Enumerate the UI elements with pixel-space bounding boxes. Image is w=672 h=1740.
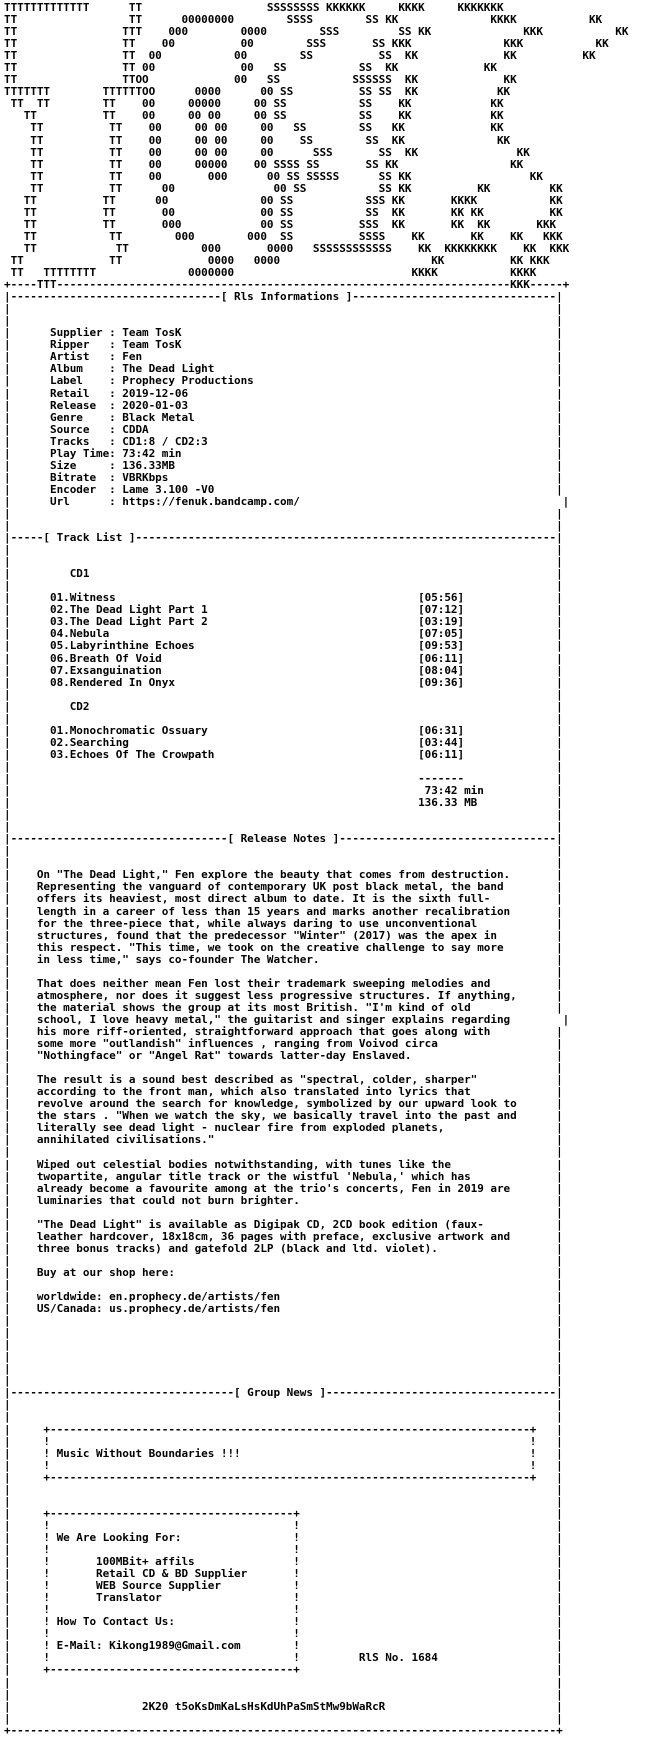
nfo-line: TT TTTTTTTT 0000000 KKKK KKKK [4, 266, 537, 280]
nfo-line: |----------------------------------[ Group News ]-----------------------------------| [4, 1386, 563, 1400]
nfo-line: | | [4, 314, 563, 328]
nfo-line: | ! WEB Source Supplier ! | [4, 1579, 563, 1593]
nfo-line: | 73:42 min | [4, 784, 563, 798]
nfo-line: | worldwide: en.prophecy.de/artists/fen | [4, 1290, 563, 1304]
nfo-line: | | [4, 1711, 563, 1725]
nfo-line: TT TT 00 00 SS SS KK KK [4, 61, 497, 75]
nfo-line: | | [4, 1350, 563, 1364]
nfo-line: | The result is a sound best described as "spectral, colder, sharper" | [4, 1073, 563, 1087]
nfo-line: | atmosphere, nor does it suggest less progressive structures. If anything, | [4, 988, 563, 1002]
nfo-line: | | [4, 1410, 563, 1424]
nfo-line: TT TT 00 00 SSS SS KKK KKK KK [4, 37, 609, 51]
nfo-line: | Url : https://fenuk.bandcamp.com/ | [4, 494, 570, 508]
nfo-line: | | [4, 808, 563, 822]
nfo-line: TT TT 000 00 SS SSS KK KK KK KKK [4, 217, 557, 231]
nfo-line: | On "The Dead Light," Fen explore the beauty that comes from destruction. | [4, 868, 563, 882]
nfo-line: | ! Translator ! | [4, 1591, 563, 1605]
nfo-line: | | [4, 543, 563, 557]
nfo-line: | 06.Breath Of Void [06:11] | [4, 651, 563, 665]
nfo-line: | ! ! | [4, 1603, 563, 1617]
nfo-line: | ! We Are Looking For: ! | [4, 1530, 563, 1544]
nfo-line: | this respect. "This time, we took on the creative challenge to say more | [4, 940, 563, 954]
nfo-line: | Wiped out celestial bodies notwithstanding, with tunes like the | [4, 1157, 563, 1171]
nfo-line: | ! Music Without Boundaries !!! ! | [4, 1446, 563, 1460]
nfo-line: | 05.Labyrinthine Echoes [09:53] | [4, 639, 563, 653]
nfo-line: | 07.Exsanguination [08:04] | [4, 663, 563, 677]
nfo-line: TT TT 00000000 SSSS SS KK KKKK KK [4, 13, 603, 27]
nfo-line: TT TT 00 00 00 00 SS SS KK KK [4, 109, 504, 123]
nfo-line: TT TT 000 0000 SSSSSSSSSSSS KK KKKKKKKK KK KKK [4, 241, 570, 255]
nfo-line: | already become a favourite among at the trio's concerts, Fen in 2019 are | [4, 1181, 563, 1195]
nfo-line: | annihilated civilisations." | [4, 1133, 563, 1147]
nfo-line: | | [4, 579, 563, 593]
nfo-line: | Buy at our shop here: | [4, 1265, 563, 1279]
nfo-line: | | [4, 555, 563, 569]
nfo-line: |---------------------------------[ Release Notes ]---------------------------------| [4, 832, 563, 846]
nfo-line: | Retail : 2019-12-06 | [4, 386, 563, 400]
nfo-line: | 01.Monochromatic Ossuary [06:31] | [4, 723, 563, 737]
nfo-line: | Label : Prophecy Productions | [4, 374, 563, 388]
nfo-line: | ! ! | [4, 1434, 563, 1448]
nfo-line: TT TT 00 000 00 SS SSSSS SS KK KK [4, 169, 543, 183]
nfo-line: | ! E-Mail: Kikong1989@Gmail.com ! | [4, 1639, 563, 1653]
nfo-line: TT TT 00 00 00 00 SS SS KK KK [4, 121, 504, 135]
nfo-line: | 03.Echoes Of The Crowpath [06:11] | [4, 747, 563, 761]
nfo-line: | Tracks : CD1:8 / CD2:3 | [4, 434, 563, 448]
nfo-line: | ! How To Contact Us: ! | [4, 1615, 563, 1629]
nfo-line: | his more riff-oriented, straightforward approach that goes along with | [4, 1024, 563, 1038]
nfo-line: | 02.Searching [03:44] | [4, 735, 563, 749]
nfo-line: | ! Retail CD & BD Supplier ! | [4, 1567, 563, 1581]
nfo-line: | ! ! | [4, 1518, 563, 1532]
nfo-line: | Bitrate : VBRKbps | [4, 470, 563, 484]
nfo-line: TT TT 00 00 SS SSS KK KKKK KK [4, 193, 563, 207]
nfo-line: TTTTTTTTTTTTT TT SSSSSSSS KKKKKK KKKK KKKKKKK [4, 1, 504, 14]
nfo-line: TT TTOO 00 SS SSSSSS KK KK [4, 73, 517, 87]
nfo-line: TT TTT 000 0000 SSS SS KK KKK KK [4, 25, 629, 39]
nfo-line: | | [4, 506, 563, 520]
nfo-line: | | [4, 1205, 563, 1219]
nfo-line: | Supplier : Team TosK | [4, 326, 563, 340]
nfo-line: | | [4, 1482, 563, 1496]
nfo-line: |-----[ Track List ]----------------------------------------------------------------| [4, 531, 563, 545]
nfo-line: | | [4, 1374, 563, 1388]
nfo-line: | Genre : Black Metal | [4, 410, 563, 424]
nfo-line: TT TT TT 00 00000 00 SS SS KK KK [4, 97, 504, 111]
nfo-line: | 136.33 MB | [4, 796, 563, 810]
nfo-line: | | [4, 1061, 563, 1075]
nfo-line: +----TTT---------------------------------------------------------------------KKK-----+ [4, 278, 570, 292]
nfo-line: | | [4, 519, 563, 533]
nfo-line: | ! ! RlS No. 1684 | [4, 1651, 563, 1665]
nfo-line: TT TT 00 00 SS SS KK KK KK [4, 49, 596, 63]
nfo-line: | 02.The Dead Light Part 1 [07:12] | [4, 603, 563, 617]
nfo-line: | leather hardcover, 18x18cm, 36 pages with preface, exclusive artwork and | [4, 1229, 563, 1243]
nfo-line: TT TT 00 00 00 00 SS SS KK KK [4, 133, 511, 147]
nfo-line: | Size : 136.33MB | [4, 458, 563, 472]
nfo-line: | the material shows the group at its most British. "I'm kind of old | [4, 1000, 563, 1014]
nfo-line: | | [4, 1326, 563, 1340]
nfo-line: | ! ! | [4, 1458, 563, 1472]
nfo-line: | | [4, 687, 563, 701]
nfo-line: | 03.The Dead Light Part 2 [03:19] | [4, 615, 563, 629]
nfo-line: TT TT 0000 0000 KK KK KKK [4, 253, 550, 267]
nfo-line: | | [4, 1398, 563, 1412]
nfo-line: | ! ! | [4, 1627, 563, 1641]
nfo-line: | 08.Rendered In Onyx [09:36] | [4, 675, 563, 689]
nfo-line: | | [4, 1314, 563, 1328]
nfo-line: TT TT 00 00 00 00 SSS SS KK KK [4, 145, 530, 159]
nfo-line: | Ripper : Team TosK | [4, 338, 563, 352]
nfo-line: | Album : The Dead Light | [4, 362, 563, 376]
nfo-line: | some more "outlandish" influences , ranging from Voivod circa | [4, 1037, 563, 1051]
nfo-line: | CD2 | [4, 699, 563, 713]
nfo-line: | Source : CDDA | [4, 422, 563, 436]
nfo-line: | school, I love heavy metal," the guitarist and singer explains regarding | [4, 1012, 570, 1026]
nfo-line: | | [4, 856, 563, 870]
nfo-line: | | [4, 759, 563, 773]
nfo-line: | | [4, 1362, 563, 1376]
nfo-line: | Representing the vanguard of contemporary UK post black metal, the band | [4, 880, 563, 894]
nfo-line: | according to the front man, which also translated into lyrics that | [4, 1085, 563, 1099]
nfo-line: | length in a career of less than 15 years and marks another recalibration | [4, 904, 563, 918]
nfo-line: |--------------------------------[ Rls Informations ]-------------------------------| [4, 290, 563, 304]
nfo-line: | "The Dead Light" is available as Digipak CD, 2CD book edition (faux- | [4, 1217, 563, 1231]
nfo-line: | +-------------------------------------------------------------------------+ | [4, 1422, 563, 1436]
nfo-line: TT TT 00 00 SS SS KK KK KK [4, 181, 563, 195]
nfo-line: | in less time," says co-founder The Watcher. | [4, 952, 563, 966]
nfo-line: | 01.Witness [05:56] | [4, 591, 563, 605]
nfo-line: | "Nothingface" or "Angel Rat" towards latter-day Enslaved. | [4, 1049, 563, 1063]
nfo-line: | Release : 2020-01-03 | [4, 398, 563, 412]
nfo-text-document [4, 2, 628, 1737]
nfo-line: | Play Time: 73:42 min | [4, 446, 563, 460]
nfo-line: | +-------------------------------------------------------------------------+ | [4, 1470, 563, 1484]
nfo-line: | +-------------------------------------+ | [4, 1663, 563, 1677]
nfo-line: | | [4, 1338, 563, 1352]
nfo-line: +-----------------------------------------------------------------------------------+ [4, 1723, 563, 1737]
nfo-line: | offers its heaviest, most direct album to date. It is the sixth full- | [4, 892, 563, 906]
nfo-line: | | [4, 820, 563, 834]
nfo-line: TT TT 00 00 SS SS KK KK KK KK [4, 205, 563, 219]
nfo-line: | the stars . "When we watch the sky, we basically travel into the past and | [4, 1109, 563, 1123]
nfo-line: | three bonus tracks) and gatefold 2LP (black and ltd. violet). | [4, 1241, 563, 1255]
nfo-line: | | [4, 302, 563, 316]
nfo-line: | for the three-piece that, while always daring to use unconventional | [4, 916, 563, 930]
nfo-line: | | [4, 1145, 563, 1159]
nfo-line: | ! 100MBit+ affils ! | [4, 1555, 563, 1569]
nfo-line: | | [4, 1675, 563, 1689]
nfo-line: | | [4, 964, 563, 978]
nfo-line: | 04.Nebula [07:05] | [4, 627, 563, 641]
nfo-line: | structures, found that the predecessor "Winter" (2017) was the apex in | [4, 928, 563, 942]
nfo-line: | literally see dead light - nuclear fire from exploded planets, | [4, 1121, 563, 1135]
nfo-line: | Encoder : Lame 3.100 -V0 | [4, 482, 563, 496]
nfo-line: TTTTTTT TTTTTTOO 0000 00 SS SS SS KK KK [4, 85, 511, 99]
nfo-line: | ------- | [4, 772, 563, 785]
nfo-line: | +-------------------------------------+ | [4, 1506, 563, 1520]
nfo-line: TT TT 00 00000 00 SSSS SS SS KK KK [4, 157, 524, 171]
nfo-line: | That does neither mean Fen lost their trademark sweeping melodies and | [4, 976, 563, 990]
nfo-line: | | [4, 1687, 563, 1701]
nfo-line: | luminaries that could not burn brighter. | [4, 1193, 563, 1207]
nfo-line: TT TT 000 000 SS SSSS KK KK KK KKK [4, 229, 563, 243]
nfo-line: | US/Canada: us.prophecy.de/artists/fen | [4, 1302, 563, 1316]
nfo-line: | Artist : Fen | [4, 350, 563, 364]
nfo-line: | | [4, 844, 563, 858]
nfo-line: | | [4, 711, 563, 725]
nfo-line: | CD1 | [4, 567, 563, 581]
nfo-line: | 2K20 t5oKsDmKaLsHsKdUhPaSmStMw9bWaRcR | [4, 1699, 563, 1713]
nfo-line: | twopartite, angular title track or the wistful 'Nebula,' which has | [4, 1169, 563, 1183]
nfo-line: | | [4, 1277, 563, 1291]
nfo-line: | ! ! | [4, 1543, 563, 1556]
nfo-line: | | [4, 1494, 563, 1508]
nfo-line: | revolve around the search for knowledge, symbolized by our upward look to | [4, 1097, 563, 1111]
nfo-line: | | [4, 1253, 563, 1267]
